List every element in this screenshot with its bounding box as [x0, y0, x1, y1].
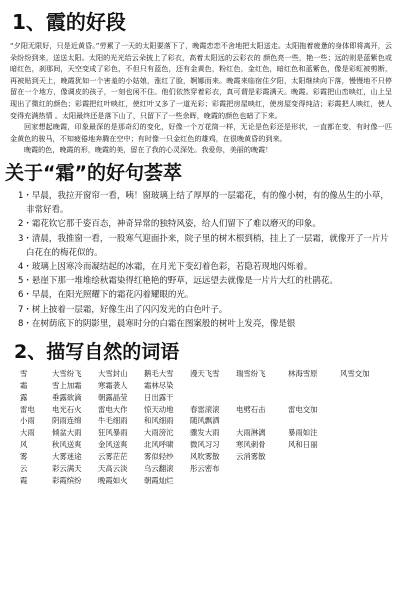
- word-entry: 随风飘洒: [190, 416, 220, 426]
- word-entry: 林海雪原: [288, 369, 318, 378]
- word-entry: [340, 463, 386, 475]
- word-entry: 骤发大雨: [190, 428, 220, 438]
- word-entry: 微风习习: [190, 440, 220, 450]
- word-entry: [340, 451, 386, 463]
- word-entry: [236, 392, 288, 404]
- list-item: 6・早晨，在阳光照耀下的霜花闪着耀眼的光。: [18, 290, 194, 301]
- word-entry: 寒霜袭人: [98, 380, 128, 390]
- word-entry: 倾盆大雨: [52, 428, 82, 438]
- word-entry: 雾似轻纱: [144, 451, 174, 461]
- word-entry: 暴雨如注: [288, 428, 318, 438]
- word-entry: [190, 380, 236, 392]
- word-entry: 牛毛细雨: [98, 416, 128, 426]
- list-item: 2・霜花钦它那千姿百态，神奇异常的独特风姿，给人们留下了难以磨灭的印象。: [18, 219, 321, 230]
- word-entry: 惊天动地: [144, 404, 174, 414]
- word-entry: 电光石火: [52, 404, 82, 414]
- list-item: 3・清晨，我推窗一看，一股寒气迎面扑来，院子里的树木根到梢，挂上了一层霜，就像开了一片片白花在的梅花似的。: [18, 233, 389, 258]
- word-entry: 大雾迷途: [52, 451, 82, 461]
- word-entry: [236, 463, 288, 475]
- word-entry: [288, 475, 340, 487]
- word-entry: 朝露晶莹: [98, 392, 128, 402]
- word-category: 霜: [20, 380, 28, 390]
- word-entry: 雷电交加: [288, 404, 318, 414]
- word-entry: 日出露干: [144, 392, 174, 402]
- word-entry: [236, 475, 288, 487]
- word-entry: [288, 415, 340, 427]
- word-entry: [340, 415, 386, 427]
- word-category: 风: [20, 440, 28, 450]
- word-entry: [340, 427, 386, 439]
- word-entry: 春雷滚滚: [190, 404, 220, 414]
- word-entry: 阴雨连绵: [52, 416, 82, 426]
- word-category: 露: [20, 392, 28, 402]
- word-entry: 乌云翻滚: [144, 463, 174, 473]
- word-entry: 霜林尽染: [144, 380, 174, 390]
- word-category: 雷电: [20, 404, 35, 414]
- word-entry: 云雾茫茫: [98, 451, 128, 461]
- nature-word-table: [20, 368, 396, 486]
- word-entry: [340, 404, 386, 416]
- word-entry: 朝霞灿烂: [144, 475, 174, 485]
- word-entry: [288, 380, 340, 392]
- word-entry: 金风送爽: [98, 440, 128, 450]
- word-entry: 风雪交加: [340, 369, 370, 378]
- word-entry: 大雪封山: [98, 369, 128, 378]
- word-entry: 彩霞缤纷: [52, 475, 82, 485]
- word-entry: 鹅毛大雪: [144, 369, 174, 378]
- word-entry: 大雪纷飞: [52, 369, 82, 378]
- word-entry: 秋风送爽: [52, 440, 82, 450]
- word-entry: 瑞雪纷飞: [236, 369, 266, 378]
- word-entry: 晚霞如火: [98, 475, 128, 485]
- word-category: 云: [20, 463, 28, 473]
- word-entry: [340, 439, 386, 451]
- word-entry: 雪上加霜: [52, 380, 82, 390]
- word-entry: [190, 392, 236, 404]
- word-entry: 大雨滂沱: [144, 428, 174, 438]
- word-entry: 天高云淡: [98, 463, 128, 473]
- word-entry: [236, 415, 288, 427]
- word-entry: [340, 380, 386, 392]
- word-category: 大雨: [20, 428, 35, 438]
- word-category: 霞: [20, 475, 28, 485]
- word-entry: 电劈石击: [236, 404, 266, 414]
- word-entry: 风吹雾散: [190, 451, 220, 461]
- word-entry: 风和日丽: [288, 440, 318, 450]
- word-category: 小雨: [20, 416, 35, 426]
- section-title-frost: 关于“霜”的好句荟萃: [5, 162, 182, 184]
- word-entry: 大雨淋漓: [236, 428, 266, 438]
- word-entry: 雷电大作: [98, 404, 128, 414]
- paragraph-xia-2: 回家想起晚霞，印象最深的是那奇幻的变化，好像一个万花筒一样，无论是色彩还是形状，一直都在变，有时像一匹金黄色的骏马，不知疲倦地奔腾在空中；有时像一只金红色的雄鸡，在很晚黄昏的到来。: [10, 122, 392, 143]
- word-entry: 垂露欲滴: [52, 392, 82, 402]
- list-item: 8・在树荫底下的阴影里，晨寒时分的白霜在图案般的树叶上发亮，像是银: [18, 318, 296, 329]
- section-title-nature-words: 2、描写自然的词语: [14, 341, 180, 363]
- word-entry: 彩云满天: [52, 463, 82, 473]
- word-entry: 彤云密布: [190, 463, 220, 473]
- word-category: 雾: [20, 451, 28, 461]
- word-entry: 云消雾散: [236, 451, 266, 461]
- word-entry: [340, 392, 386, 404]
- word-entry: [236, 380, 288, 392]
- word-entry: 和风细雨: [144, 416, 174, 426]
- word-entry: 漫天飞雪: [190, 369, 220, 378]
- word-entry: [340, 475, 386, 487]
- list-item: 5・悬崖下那一堆堆绘秋霜染得红艳艳的野草，远远望去就像是一片片大红的杜鹃花。: [18, 276, 338, 287]
- word-entry: [288, 451, 340, 463]
- section-title-xia: 1、霞的好段: [12, 10, 126, 34]
- word-entry: [288, 463, 340, 475]
- list-item: 1・早晨，我拉开窗帘一看，咦！窗玻璃上结了厚厚的一层霜花，有的像小树，有的像丛生的小草，非常好看。: [18, 191, 389, 216]
- word-entry: 北风呼啸: [144, 440, 174, 450]
- word-entry: 狂风暴雨: [98, 428, 128, 438]
- list-item: 4・玻璃上因寒冷而凝结起的冰霜，在月光下变幻着色彩，若隐若现地闪烁着。: [18, 262, 313, 273]
- frost-sentence-list: [8, 189, 390, 331]
- word-category: 雪: [20, 369, 28, 378]
- list-item: 7・树上披着一层霜，好像生出了闪闪发光的白色叶子。: [18, 304, 228, 315]
- paragraph-xia-3: 晚霞的色，晚霞的形，晚霞的美，留在了我的心灵深处。我爱你，美丽的晚霞！: [24, 145, 273, 154]
- word-entry: [288, 392, 340, 404]
- word-entry: [190, 475, 236, 487]
- paragraph-xia-1: “夕阳无限好，只是近黄昏。”劳累了一天的太阳要落下了，晚霞恋恋不舍地把太阳送走。太阳拖着疲惫的身体即将离开，云朵纷纷到来，送送太阳。太阳的光光给云朵披上了彩衣，高着太阳远的云彩衣的 颜色亮一些，艳一些；远的则是蓝紫色或暗红色，刹那间，天空变成了彩色，不但只有蓝色，还有金黄色，粉红色，金红色，暗红色和蓝紫色，像是彩虹被剪断，再被贴到天上，晚霞犹如一个害羞的小姑娘，涨红了脸，婀娜而来。晚霞来临宿住夕阳，太阳继续向下落，慢慢地不只停留在一个地方，像调皮的孩子，一刻也闲不住。他们依然穿着彩衣，真可谓是彩霞满天。晚霞。彩霞把山峦映红，山上呈现出了微红的颜色；彩霞把红叶映红，使红叶又多了一道光彩；彩霞把房屋映红，使房屋变得纯洁；彩霞把人映红，使人变得充满热情 。太阳最终还是落下山了，只留下了一些余晖，晚霞的颜色也暗了下来。: [10, 41, 392, 120]
- word-entry: 寒风刺骨: [236, 440, 266, 450]
